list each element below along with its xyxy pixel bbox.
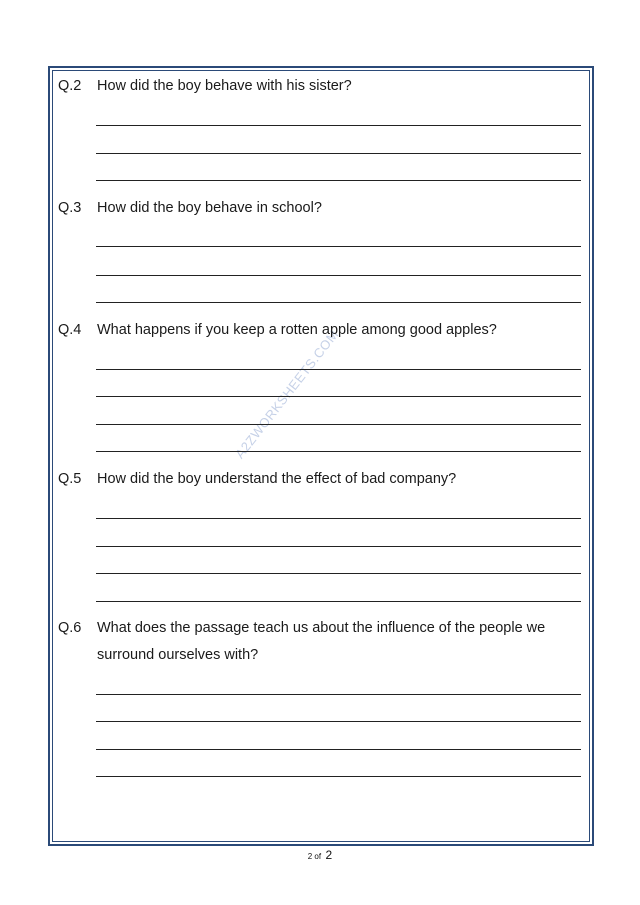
answer-line[interactable] [96,749,581,750]
answer-line[interactable] [96,601,581,602]
answer-line[interactable] [96,369,581,370]
question-text: How did the boy understand the effect of bad company? [97,471,457,487]
answer-line[interactable] [96,721,581,722]
question-text: How did the boy behave with his sister? [97,78,352,94]
answer-line[interactable] [96,546,581,547]
answer-line[interactable] [96,451,581,452]
answer-line[interactable] [96,246,581,247]
watermark: A2ZWORKSHEETS.COM [232,326,342,462]
answer-line[interactable] [96,694,581,695]
answer-line[interactable] [96,396,581,397]
page-total: 2 [325,848,333,862]
question-text: What happens if you keep a rotten apple among good apples? [97,322,497,338]
answer-line[interactable] [96,125,581,126]
answer-line[interactable] [96,180,581,181]
answer-line[interactable] [96,573,581,574]
answer-line[interactable] [96,518,581,519]
question-number: Q.6 [58,620,82,636]
answer-line[interactable] [96,424,581,425]
question-number: Q.3 [58,200,82,216]
answer-line[interactable] [96,776,581,777]
answer-line[interactable] [96,275,581,276]
question-number: Q.4 [58,322,82,338]
page-number [0,846,640,864]
question-number: Q.2 [58,78,82,94]
question-text: How did the boy behave in school? [97,200,322,216]
question-number: Q.5 [58,471,82,487]
question-text: What does the passage teach us about the influence of the people we surround ourselves with? [97,620,546,663]
answer-line[interactable] [96,302,581,303]
page-label: 2 of [307,852,322,861]
page-border-inner [52,70,590,842]
answer-line[interactable] [96,153,581,154]
